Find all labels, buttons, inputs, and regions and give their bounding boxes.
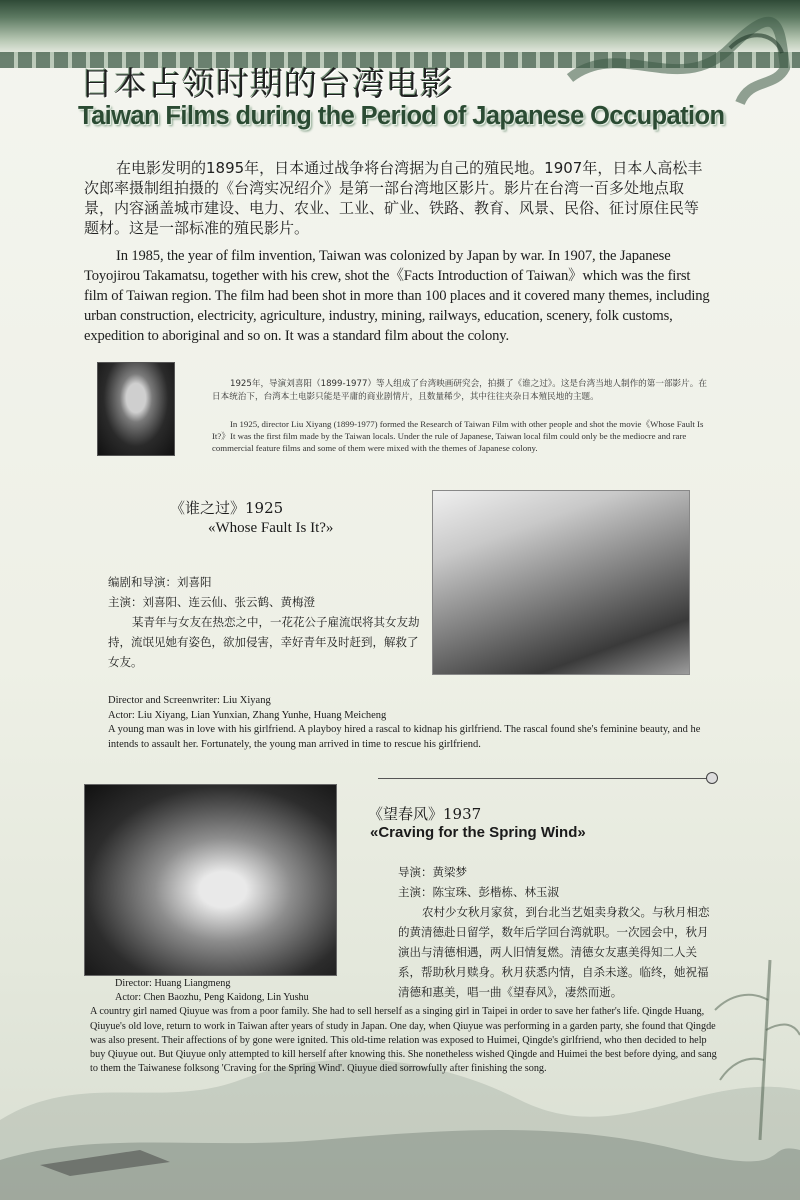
film2-director-cn: 导演：黄梁梦 xyxy=(398,865,467,879)
page-title-cn: 日本占领时期的台湾电影 xyxy=(80,64,454,103)
film2-credits-en xyxy=(90,977,720,1076)
film1-synopsis-cn: 某青年与女友在热恋之中，一花花公子雇流氓将其女友劫持，流氓见她有姿色，欲加侵害，幸好青年及时赶到，解救了女友。 xyxy=(108,615,420,669)
film1-director-cn: 编剧和导演：刘喜阳 xyxy=(108,575,212,589)
film1-still-photo xyxy=(432,490,690,675)
film2-title-cn: 《望春风》1937 xyxy=(368,805,482,823)
film2-title-en: «Craving for the Spring Wind» xyxy=(370,824,586,841)
film1-credits-cn xyxy=(108,572,428,672)
film2-cast-en: Actor: Chen Baozhu, Peng Kaidong, Lin Yushu xyxy=(115,992,309,1004)
director-note-en: In 1925, director Liu Xiyang (1899-1977) formed the Research of Taiwan Film with other people and shot the movie《Whose Fault Is It?》It was the first film made by the Taiwan locals. Under the rule of Japanese, Taiwan local film could only be the mediocre and rare commercial feature films and some of them were mixed with the themes of Japanese colony. xyxy=(212,419,704,453)
page-title-en: Taiwan Films during the Period of Japanese Occupation xyxy=(78,102,725,130)
film1-synopsis-en: A young man was in love with his girlfriend. A playboy hired a rascal to kidnap his girlfriend. The rascal found she's feminine beauty, and he intends to assault her. Fortunately, the young man arrived in time to rescue his girlfriend. xyxy=(108,724,701,750)
intro-paragraph-en: In 1985, the year of film invention, Taiwan was colonized by Japan by war. In 1907, the Japanese Toyojirou Takamatsu, together with his crew, shot the《Facts Introduction of Taiwan》which was the first film of Taiwan region. The film had been shot in more than 100 places and it covered many themes, including urban construction, electricity, agriculture, industry, mining, railways, education, scenery, folk customs, expedition to aboriginal and so on. It was a standard film about the colony. xyxy=(84,248,710,344)
director-portrait-photo xyxy=(97,362,175,456)
film1-cast-en: Actor: Liu Xiyang, Lian Yunxian, Zhang Yunhe, Huang Meicheng xyxy=(108,709,387,721)
divider-ornament xyxy=(706,772,718,784)
film1-title-cn: 《谁之过》1925 xyxy=(170,499,284,517)
section-divider xyxy=(378,778,712,779)
film2-director-en: Director: Huang Liangmeng xyxy=(115,978,231,989)
film2-synopsis-en: A country girl named Qiuyue was from a poor family. She had to sell herself as a singing girl in Taipei in order to save her father's life. Qingde Huang, Qiuyue's old love, return to work in Taiwan after years of study in Japan. One day, when Qiuyue was performing in a garden party, she found that Qingde was also present. Their affections of by gone were ignited. This old-time relation was exposed to Huimei, Qingde's girlfriend, who then decided to help buy Qiuyue out. But Qiuyue only attempted to kill herself after knowing this. She nonetheless wished Qingde and Huimei the best before dying, and sang to them the Taiwanese folksong 'Craving for the Spring Wind'. Qiuyue died sorrowfully after finishing the song. xyxy=(90,1006,717,1075)
film2-cast-cn: 主演：陈宝珠、彭楷栋、林玉淑 xyxy=(398,885,559,899)
film1-director-en: Director and Screenwriter: Liu Xiyang xyxy=(108,695,271,706)
director-note-cn: 1925年，导演刘喜阳（1899-1977）等人组成了台湾映画研究会，拍摄了《谁之过》。这是台湾当地人制作的第一部影片。在日本统治下，台湾本土电影只能是平庸的商业剧情片，且数量稀少，其中往往夹杂日本殖民地的主题。 xyxy=(212,379,707,402)
bamboo-decoration xyxy=(700,940,800,1140)
intro-paragraph-cn: 在电影发明的1895年，日本通过战争将台湾据为自己的殖民地。1907年，日本人高松丰次郎率摄制组拍摄的《台湾实况绍介》是第一部台湾地区影片。影片在台湾一百多处地点取景，内容涵盖城市建设、电力、农业、工业、矿业、铁路、教育、风景、民俗、征讨原住民等题材。这是一部标准的殖民影片。 xyxy=(84,159,703,237)
film2-synopsis-cn: 农村少女秋月家贫，到台北当艺姐卖身救父。与秋月相恋的黄清德赴日留学，数年后学回台湾就职。一次园会中，秋月演出与清德相遇，两人旧情复燃。清德女友惠美得知二人关系，帮助秋月赎身。秋月获悉内情，自杀未遂。临终，她祝福清德和惠美，唱一曲《望春风》，凄然而逝。 xyxy=(398,905,710,999)
film1-cast-cn: 主演：刘喜阳、连云仙、张云鹤、黄梅澄 xyxy=(108,595,315,609)
film1-title-en: «Whose Fault Is It?» xyxy=(208,520,334,536)
film1-credits-en xyxy=(108,694,728,752)
